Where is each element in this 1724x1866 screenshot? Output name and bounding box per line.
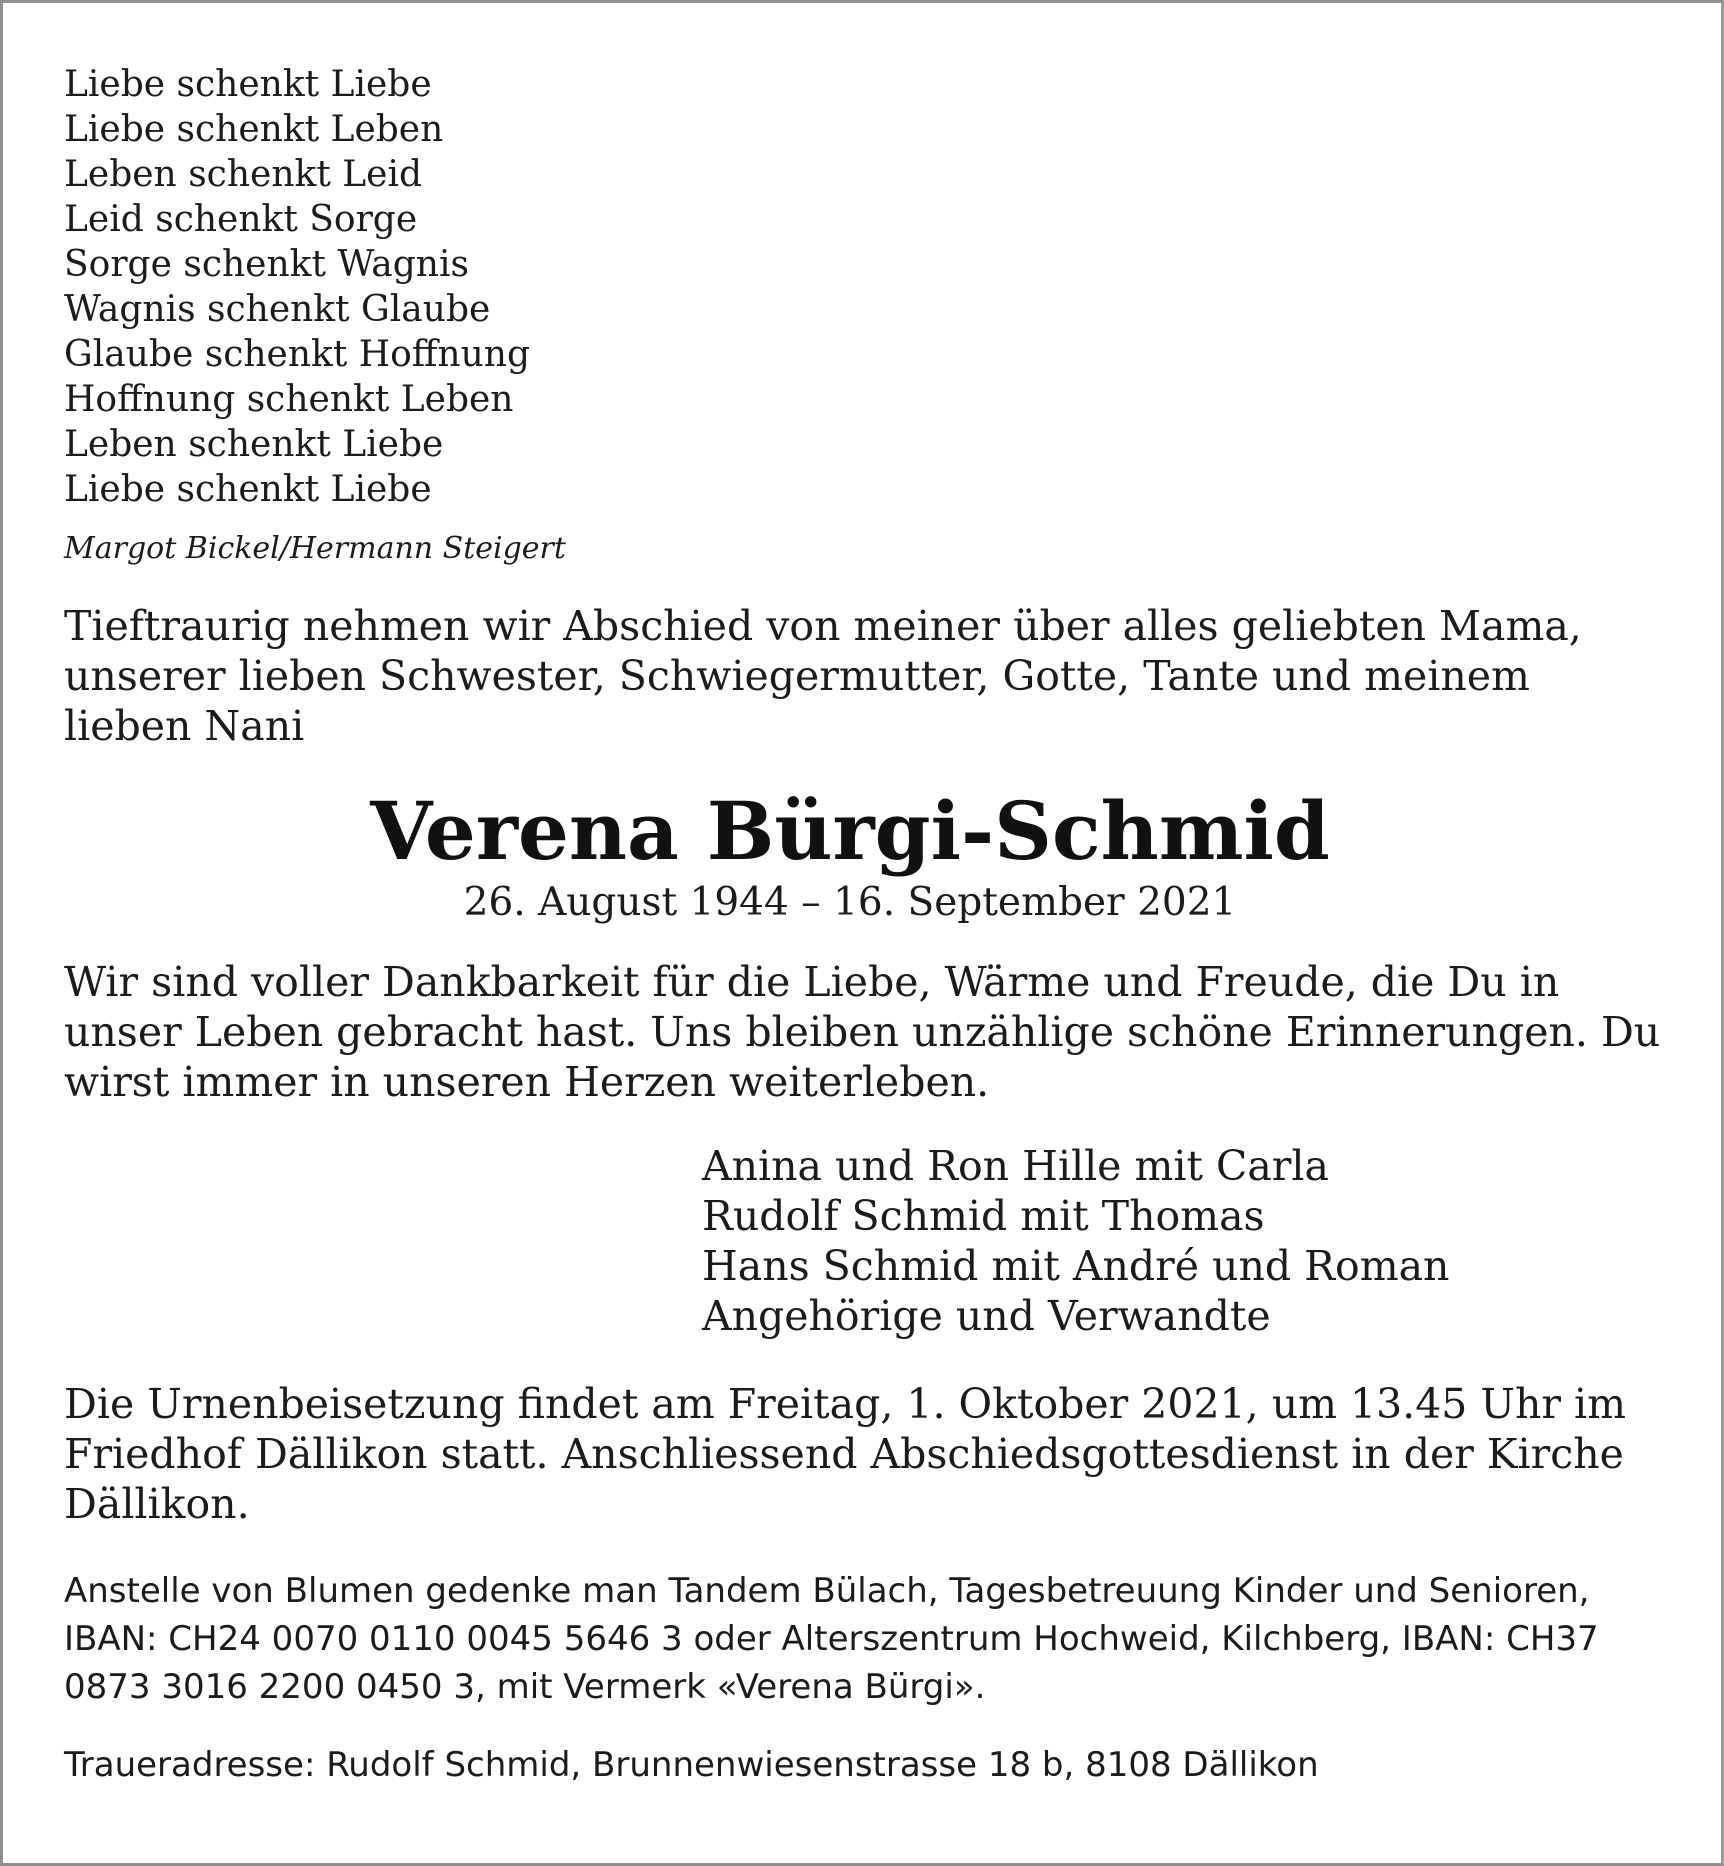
poem-line: Wagnis schenkt Glaube <box>64 289 491 330</box>
poem-line: Hoffnung schenkt Leben <box>64 379 514 420</box>
family-list <box>702 1141 1664 1341</box>
thanks-text: Wir sind voller Dankbarkeit für die Liebe, Wärme und Freude, die Du in unser Leben gebracht hast. Uns bleiben unzählige schöne Erinnerungen. Du wirst immer in unseren Herzen weiterleben. <box>64 958 1661 1106</box>
donation-info: Anstelle von Blumen gedenke man Tandem Bülach, Tagesbetreuung Kinder und Senioren, IBAN: CH24 0070 0110 0045 5646 3 oder Alterszentrum Hochweid, Kilchberg, IBAN: CH37 0873 3016 2200 0450 3, mit Vermerk «Verena Bürgi». <box>64 1571 1599 1707</box>
family-member: Angehörige und Verwandte <box>702 1292 1271 1340</box>
obituary-notice <box>64 62 1664 1787</box>
intro-text: Tieftraurig nehmen wir Abschied von meiner über alles geliebten Mama, unserer lieben Schwester, Schwiegermutter, Gotte, Tante und meinem lieben Nani <box>64 602 1582 750</box>
deceased-name: Verena Bürgi-Schmid <box>370 784 1330 878</box>
poem-author: Margot Bickel/Hermann Steigert <box>64 531 566 566</box>
poem-line: Liebe schenkt Leben <box>64 109 444 150</box>
life-dates: 26. August 1944 – 16. September 2021 <box>463 880 1237 925</box>
poem <box>64 62 1664 512</box>
family-member: Hans Schmid mit André und Roman <box>702 1242 1450 1290</box>
burial-info: Die Urnenbeisetzung findet am Freitag, 1. Oktober 2021, um 13.45 Uhr im Friedhof Dällikon statt. Anschliessend Abschiedsgottesdienst in der Kirche Dällikon. <box>64 1380 1627 1528</box>
poem-line: Liebe schenkt Liebe <box>64 64 432 105</box>
poem-line: Leben schenkt Leid <box>64 154 422 195</box>
poem-line: Sorge schenkt Wagnis <box>64 244 469 285</box>
family-member: Anina und Ron Hille mit Carla <box>702 1142 1329 1190</box>
poem-line: Liebe schenkt Liebe <box>64 469 432 510</box>
poem-line: Leben schenkt Liebe <box>64 424 444 465</box>
poem-line: Glaube schenkt Hoffnung <box>64 334 530 375</box>
family-member: Rudolf Schmid mit Thomas <box>702 1192 1265 1240</box>
poem-line: Leid schenkt Sorge <box>64 199 418 240</box>
mourning-address: Traueradresse: Rudolf Schmid, Brunnenwiesenstrasse 18 b, 8108 Dällikon <box>64 1745 1319 1785</box>
